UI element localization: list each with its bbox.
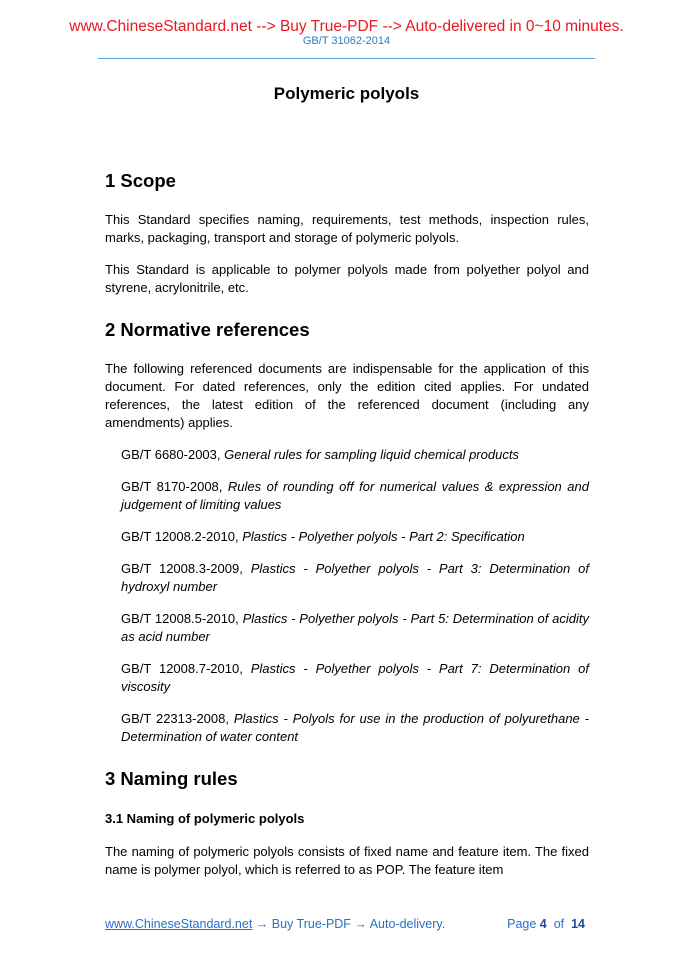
reference-code: GB/T 12008.2-2010, [121, 529, 239, 544]
section-heading-normative: 2 Normative references [105, 319, 310, 340]
reference-code: GB/T 12008.5-2010, [121, 611, 239, 626]
reference-item [121, 446, 589, 464]
page-indicator [507, 915, 585, 933]
reference-title: General rules for sampling liquid chemical products [224, 447, 519, 462]
reference-item [121, 660, 589, 696]
scope-paragraph-1: This Standard specifies naming, requirements, test methods, inspection rules, marks, packaging, transport and storage of polymeric polyols. [105, 212, 589, 245]
reference-item [121, 478, 589, 514]
reference-title: Plastics - Polyols for use in the production of polyurethane - Determination of water content [121, 711, 589, 744]
page-content [105, 169, 589, 879]
naming-paragraph-1: The naming of polymeric polyols consists of fixed name and feature item. The fixed name is polymer polyol, which is referred to as POP. The feature item [105, 844, 589, 877]
footer-link[interactable] [105, 915, 445, 933]
subsection-heading-naming: 3.1 Naming of polymeric polyols [105, 811, 305, 826]
section-heading-scope: 1 Scope [105, 170, 176, 191]
reference-item [121, 560, 589, 596]
page-label: Page [507, 917, 537, 931]
page-total: 14 [571, 917, 585, 931]
page-of-label: of [553, 917, 565, 931]
reference-title: Plastics - Polyether polyols - Part 2: Specification [242, 529, 525, 544]
scope-paragraph-2: This Standard is applicable to polymer polyols made from polyether polyol and styrene, acrylonitrile, etc. [105, 262, 589, 295]
reference-item [121, 528, 589, 546]
reference-title: Plastics - Polyether polyols - Part 5: Determination of acidity as acid number [121, 611, 589, 644]
footer-site-link[interactable]: www.ChineseStandard.net [105, 917, 253, 931]
document-id: GB/T 31062-2014 [302, 35, 391, 47]
reference-code: GB/T 8170-2008, [121, 479, 223, 494]
reference-title: Plastics - Polyether polyols - Part 7: Determination of viscosity [121, 661, 589, 694]
reference-item [121, 710, 589, 746]
promo-banner[interactable]: www.ChineseStandard.net --> Buy True-PDF --> Auto-delivered in 0~10 minutes. [69, 18, 624, 35]
section-heading-naming: 3 Naming rules [105, 768, 238, 789]
normative-intro: The following referenced documents are indispensable for the application of this document. For dated references, only the edition cited applies. For undated references, the latest edition of the referenced document (including any amendments) applies. [105, 361, 589, 430]
page-number: 4 [539, 917, 547, 931]
reference-code: GB/T 12008.7-2010, [121, 661, 243, 676]
page-footer [105, 915, 589, 933]
reference-code: GB/T 6680-2003, [121, 447, 221, 462]
document-title: Polymeric polyols [273, 84, 420, 103]
reference-code: GB/T 12008.3-2009, [121, 561, 243, 576]
reference-title: Rules of rounding off for numerical values & expression and judgement of limiting values [121, 479, 589, 512]
reference-item [121, 610, 589, 646]
reference-code: GB/T 22313-2008, [121, 711, 229, 726]
footer-link-text[interactable]: → Buy True-PDF → Auto-delivery. [252, 917, 446, 931]
reference-title: Plastics - Polyether polyols - Part 3: Determination of hydroxyl number [121, 561, 589, 594]
header-divider [98, 58, 595, 59]
